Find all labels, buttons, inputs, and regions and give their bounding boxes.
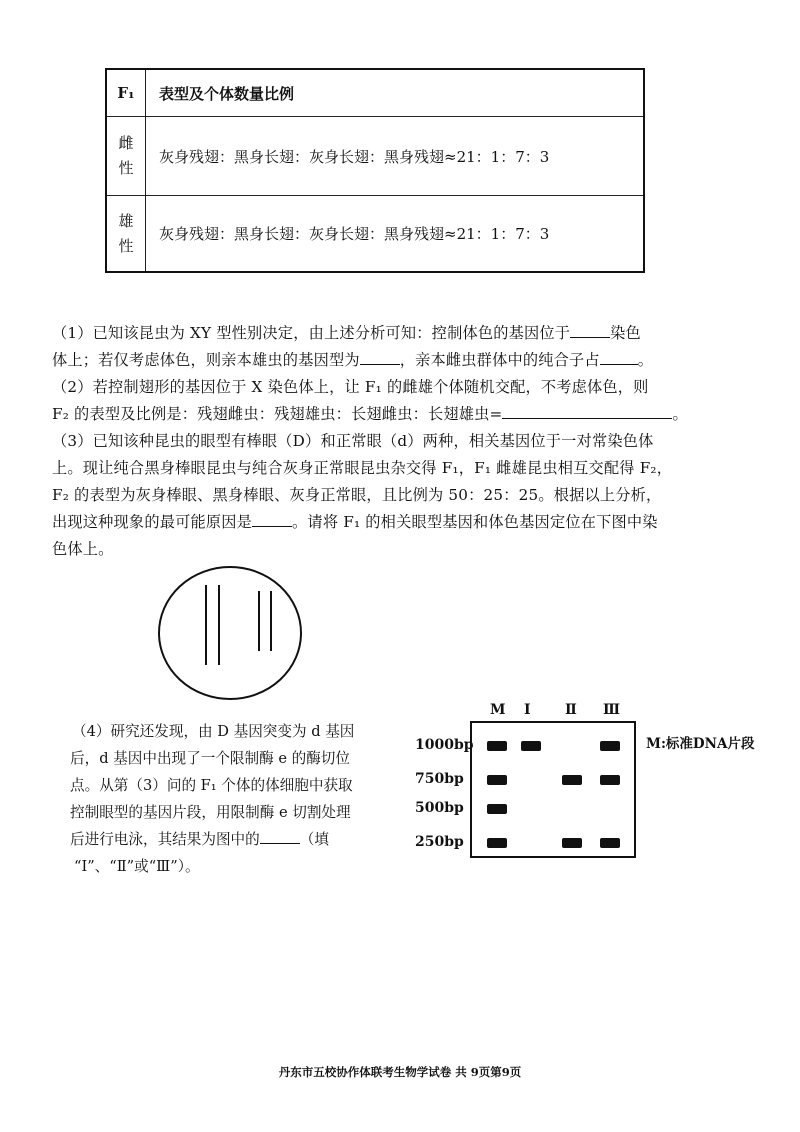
answer-blank[interactable] bbox=[502, 404, 672, 419]
size-label: 750bp bbox=[415, 771, 464, 787]
q4-text: （填 bbox=[299, 831, 329, 848]
header-cell-ratio bbox=[159, 70, 635, 116]
page-footer: 丹东市五校协作体联考生物学试卷 共 9页第9页 bbox=[278, 1065, 522, 1079]
q3-text: 出现这种现象的最可能原因是 bbox=[52, 513, 253, 531]
q2-text: F₂ 的表型及比例是：残翅雌虫：残翅雄虫：长翅雌虫：长翅雄虫= bbox=[52, 405, 503, 423]
q4-line-4 bbox=[70, 801, 351, 822]
q2-text: （2）若控制翅形的基因位于 X 染色体上，让 F₁ 的雌雄个体随机交配，不考虑体色，则 bbox=[52, 378, 649, 396]
lane-label: M bbox=[490, 702, 506, 718]
q1-text: 染色 bbox=[610, 324, 641, 342]
gel-band bbox=[487, 741, 507, 751]
header-f1: F₁ bbox=[117, 84, 135, 102]
q1-text: （1）已知该昆虫为 XY 型性别决定，由上述分析可知：控制体色的基因位于 bbox=[52, 324, 571, 342]
q4-text: 后，d 基因中出现了一个限制酶 e 的酶切位 bbox=[70, 750, 350, 767]
table-row-female bbox=[107, 116, 643, 195]
header-ratio-title: 表型及个体数量比例 bbox=[159, 84, 295, 103]
sex-label-char: 雌 bbox=[118, 134, 134, 152]
gel-band bbox=[487, 804, 507, 814]
q4-text: 后进行电泳，其结果为图中的 bbox=[70, 831, 260, 848]
q3-line-3 bbox=[52, 484, 661, 505]
cell-chromosome-diagram bbox=[155, 563, 305, 703]
q1-text: 体上；若仅考虑体色，则亲本雄虫的基因型为 bbox=[52, 351, 360, 369]
f1-phenotype-table bbox=[105, 68, 645, 273]
table-header-row bbox=[107, 70, 643, 116]
answer-blank[interactable] bbox=[360, 350, 400, 365]
q4-line-6 bbox=[74, 855, 200, 876]
q3-text: 色体上。 bbox=[52, 540, 114, 558]
sex-cell-male bbox=[107, 196, 146, 271]
q4-text: （4）研究还发现，由 D 基因突变为 d 基因 bbox=[72, 723, 355, 740]
lane-label: Ⅰ bbox=[524, 702, 531, 718]
size-label: 250bp bbox=[415, 834, 464, 850]
table-row-male bbox=[107, 195, 643, 271]
gel-band bbox=[562, 775, 582, 785]
q3-text: （3）已知该种昆虫的眼型有棒眼（D）和正常眼（d）两种，相关基因位于一对常染色体 bbox=[52, 432, 654, 450]
size-label: 500bp bbox=[415, 800, 464, 816]
gel-band bbox=[487, 838, 507, 848]
marker-note: M:标准DNA片段 bbox=[646, 736, 755, 752]
q4-line-2 bbox=[70, 747, 350, 768]
sex-label-char: 性 bbox=[118, 159, 134, 177]
q1-text: 。 bbox=[637, 351, 654, 369]
sex-label-char: 性 bbox=[118, 236, 134, 255]
q2-line-1 bbox=[52, 376, 649, 397]
answer-blank[interactable] bbox=[260, 829, 300, 844]
header-cell-f1 bbox=[107, 70, 146, 116]
gel-band bbox=[487, 775, 507, 785]
q2-line-2 bbox=[52, 403, 688, 424]
sex-label-char: 雄 bbox=[118, 211, 134, 230]
gel-band bbox=[600, 775, 620, 785]
q4-line-5 bbox=[70, 828, 329, 849]
gel-band bbox=[600, 838, 620, 848]
answer-blank[interactable] bbox=[252, 512, 292, 527]
ratio-text-male: 灰身残翅：黑身长翅：灰身长翅：黑身残翅≈21：1：7：3 bbox=[159, 225, 550, 243]
q3-line-1 bbox=[52, 430, 654, 451]
answer-blank[interactable] bbox=[600, 350, 638, 365]
q1-line-1 bbox=[52, 322, 641, 343]
q3-line-5 bbox=[52, 538, 114, 559]
q4-text: 控制眼型的基因片段，用限制酶 e 切割处理 bbox=[70, 804, 351, 821]
q4-line-3 bbox=[70, 774, 353, 795]
q3-line-2 bbox=[52, 457, 672, 478]
gel-band bbox=[521, 741, 541, 751]
sex-cell-female bbox=[107, 117, 146, 195]
size-label: 1000bp bbox=[415, 737, 474, 753]
q3-text: F₂ 的表型为灰身棒眼、黑身棒眼、灰身正常眼，且比例为 50：25：25。根据以上分析， bbox=[52, 486, 662, 504]
lane-label: Ⅱ bbox=[565, 702, 577, 718]
q4-line-1 bbox=[72, 720, 354, 741]
ratio-text-female: 灰身残翅：黑身长翅：灰身长翅：黑身残翅≈21：1：7：3 bbox=[159, 147, 550, 166]
answer-blank[interactable] bbox=[570, 323, 610, 338]
lane-label: Ⅲ bbox=[603, 702, 621, 718]
ratio-cell-male bbox=[159, 196, 635, 271]
q4-text: 点。从第（3）问的 F₁ 个体的体细胞中获取 bbox=[70, 777, 353, 794]
gel-band bbox=[600, 741, 620, 751]
ratio-cell-female bbox=[159, 117, 635, 195]
q2-text: 。 bbox=[672, 405, 688, 423]
cell-outline bbox=[159, 567, 301, 699]
q3-line-4 bbox=[52, 511, 658, 532]
q3-text: 。请将 F₁ 的相关眼型基因和体色基因定位在下图中染 bbox=[292, 513, 658, 531]
gel-band bbox=[562, 838, 582, 848]
q1-line-2 bbox=[52, 349, 653, 370]
q4-text: “Ⅰ”、“Ⅱ”或“Ⅲ”）。 bbox=[74, 858, 200, 875]
q3-text: 上。现让纯合黑身棒眼昆虫与纯合灰身正常眼昆虫杂交得 F₁，F₁ 雌雄昆虫相互交配得 F₂， bbox=[52, 459, 673, 477]
q1-text: ，亲本雌虫群体中的纯合子占 bbox=[399, 351, 600, 369]
